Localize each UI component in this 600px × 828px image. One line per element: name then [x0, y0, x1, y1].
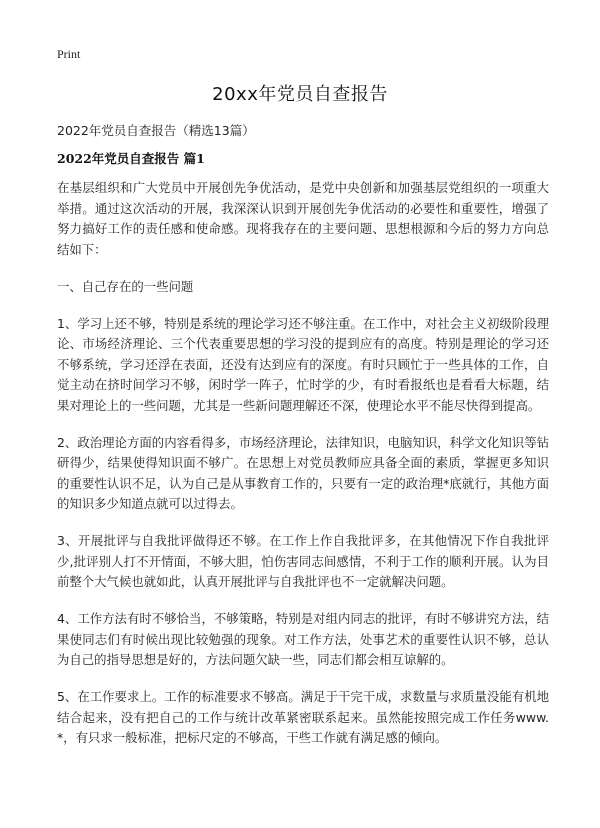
print-link[interactable]: Print — [57, 47, 81, 61]
paragraph-item-3: 3、开展批评与自我批评做得还不够。在工作上作自我批评多，在其他情况下作自我批评少,批评别人打不开情面，不够大胆，怕伤害同志间感情，不利于工作的顺利开展。认为目前整个大气候也就如此，认真开展批评与自我批评也不一定就解决问题。 — [57, 533, 549, 589]
paragraph-item-1: 1、学习上还不够，特别是系统的理论学习还不够注重。在工作中，对社会主义初级阶段理论、市场经济理论、三个代表重要思想的学习没的提到应有的高度。特别是理论的学习还不够系统，学习还浮在表面，还没有达到应有的深度。有时只顾忙于一些具体的工作，自觉主动在挤时间学习不够，闲时学一阵子，忙时学的少，有时看报纸也是看看大标题，结果对理论上的一些问题，尤其是一些新问题理解还不深，使理论水平不能尽快得到提高。 — [57, 315, 549, 413]
paragraph-item-2: 2、政治理论方面的内容看得多，市场经济理论，法律知识，电脑知识，科学文化知识等钻研得少，结果使得知识面不够广。在思想上对党员教师应具备全面的素质，掌握更多知识的重要性认识不足，认为自己是从事教育工作的，只要有一定的政治理*底就行，其他方面的知识多少知道点就可以过得去。 — [57, 434, 549, 511]
paragraph-item-4: 4、工作方法有时不够恰当，不够策略，特别是对组内同志的批评，有时不够讲究方法，结果使同志们有时候出现比较勉强的现象。对工作方法，处事艺术的重要性认识不够，总认为自己的指导思想是好的，方法问题欠缺一些，同志们都会相互谅解的。 — [57, 611, 549, 667]
paragraph-intro: 在基层组织和广大党员中开展创先争优活动，是党中央创新和加强基层党组织的一项重大举措。通过这次活动的开展，我深深认识到开展创先争优活动的必要性和重要性，增强了努力搞好工作的责任感和使命感。现将我存在的主要问题、思想根源和今后的努力方向总结如下： — [57, 180, 549, 257]
paragraph-problems-heading: 一、自己存在的一些问题 — [57, 278, 194, 294]
page-title: 20xx年党员自查报告 — [212, 84, 388, 105]
section-heading: 2022年党员自查报告 篇1 — [57, 151, 205, 166]
document-subtitle: 2022年党员自查报告（精选13篇） — [57, 123, 255, 138]
document-body — [57, 178, 549, 765]
paragraph-item-5: 5、在工作要求上。工作的标准要求不够高。满足于干完干成，求数量与求质量没能有机地结合起来，没有把自己的工作与统计改革紧密联系起来。虽然能按照完成工作任务www.*，有只求一般标准，把标尺定的不够高，干些工作就有满足感的倾向。 — [57, 689, 549, 745]
